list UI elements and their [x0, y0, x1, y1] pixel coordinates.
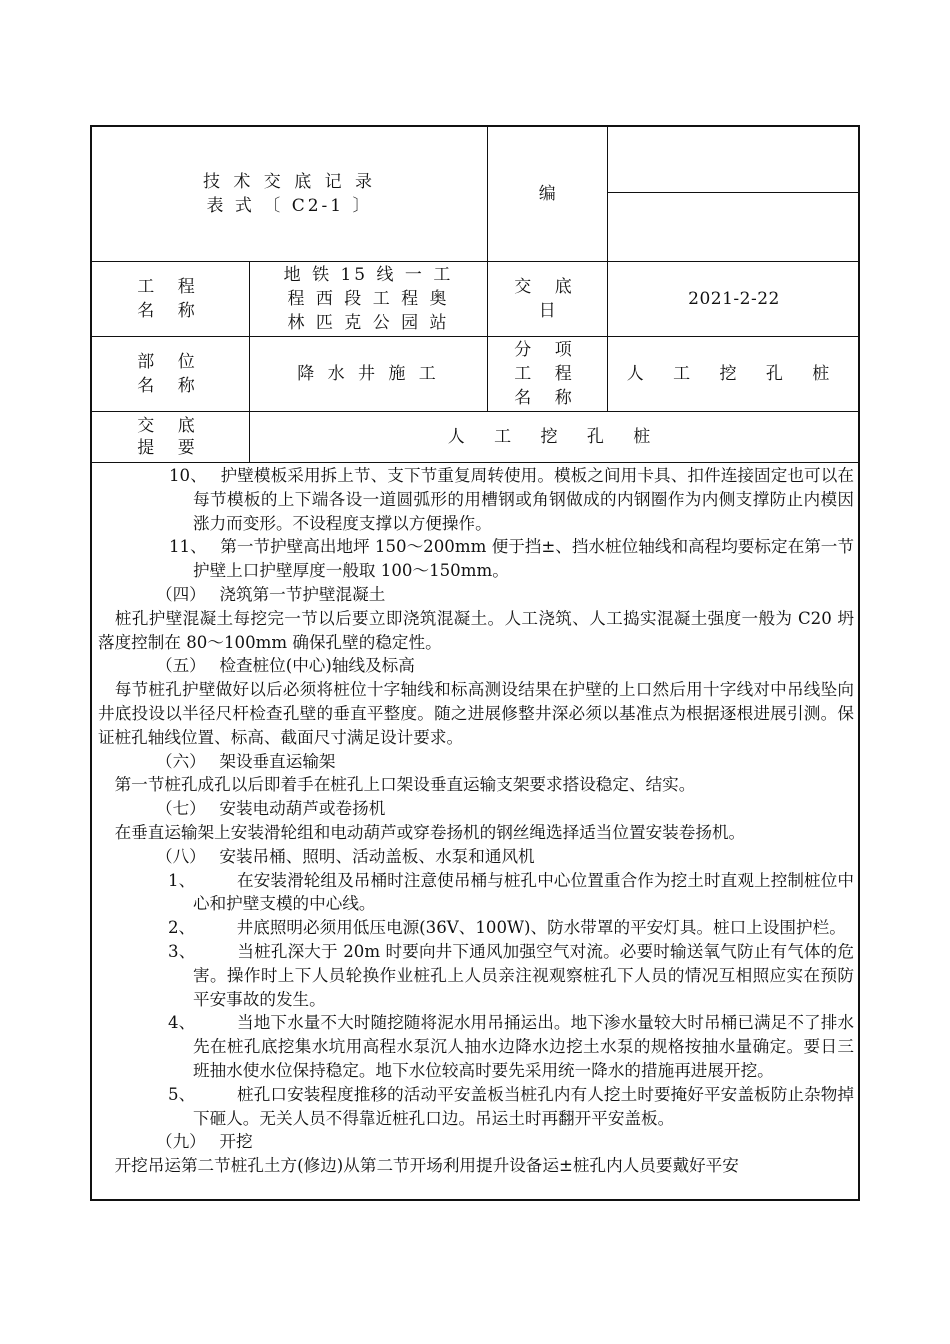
- part-name-label: [92, 337, 249, 411]
- label-line: 交 底: [137, 416, 204, 436]
- project-name-value: [250, 262, 487, 336]
- table-line: [607, 192, 860, 193]
- form-title: [92, 127, 487, 261]
- content-paragraph: 10、 护壁模板采用拆上节、支下节重复周转使用。模板之间用卡具、扣件连接固定也可以在每节模板的上下端各设一道圆弧形的用槽钢或角钢做成的内钢圈作为内侧支撑防止内模因涨力而变形。不设程度支撑以方便操作。: [169, 466, 854, 533]
- code-value-cell: [608, 127, 858, 191]
- project-name-label: [92, 262, 249, 336]
- section-heading: （四） 浇筑第一节护壁混凝土: [156, 584, 386, 604]
- label-line: 提 要: [137, 438, 204, 458]
- label-line: 工 程: [514, 364, 581, 384]
- section-heading: （七） 安装电动葫芦或卷扬机: [156, 799, 386, 819]
- disclosure-content: [98, 464, 854, 1178]
- content-paragraph: 4、 当地下水量不大时随挖随将泥水用吊捅运出。地下渗水量较大时吊桶已满足不了排水先在桩孔底挖集水坑用高程水泵沉人抽水边降水边挖土水泵的规格按抽水量确定。要日三班抽水使水位保持稳定。地下水位较高时要先采用统一降水的措施再进展开挖。: [168, 1013, 854, 1080]
- label-line: 部 位: [137, 352, 204, 372]
- section-heading: （八） 安装吊桶、照明、活动盖板、水泵和通风机: [156, 846, 535, 866]
- value-line: 降 水 井 施 工: [297, 364, 440, 384]
- part-name-value: [250, 337, 487, 411]
- value-line: 林 匹 克 公 园 站: [287, 313, 450, 333]
- value-line: 人 工 挖 孔 桩: [626, 364, 842, 384]
- content-paragraph: 11、 第一节护壁高出地坪 150～200mm 便于挡±、挡水桩位轴线和高程均要标定在第一节护壁上口护壁厚度一般取 100～150mm。: [169, 537, 854, 581]
- form-code-line: 表 式 〔 C2-1 〕: [206, 196, 373, 216]
- label-line: 名 称: [137, 376, 204, 396]
- form-title-line: 技 术 交 底 记 录: [202, 172, 377, 192]
- label-line: 日: [538, 301, 557, 321]
- code-value-cell: [608, 194, 858, 260]
- summary-label: [92, 412, 249, 462]
- content-paragraph: 2、 井底照明必须用低压电源(36V、100W)、防水带罩的平安灯具。桩口上设围护栏。: [168, 918, 846, 938]
- code-label-text: 编: [538, 184, 557, 204]
- content-paragraph: 5、 桩孔口安装程度推移的活动平安盖板当桩孔内有人挖土时要掩好平安盖板防止杂物掉下砸人。无关人员不得靠近桩孔口边。吊运土时再翻开平安盖板。: [168, 1084, 854, 1128]
- subproject-name-label: [488, 337, 607, 411]
- label-line: 名 称: [514, 388, 581, 408]
- content-paragraph: 3、 当桩孔深大于 20m 时要向井下通风加强空气对流。必要时输送氧气防止有气体的危害。操作时上下人员轮换作业桩孔上人员亲注视观察桩孔下人员的情况互相照应实在预防平安事故的发生。: [168, 941, 854, 1009]
- content-paragraph: 1、 在安装滑轮组及吊桶时注意使吊桶与桩孔中心位置重合作为挖土时直观上控制桩位中心和护壁支模的中心线。: [168, 870, 854, 914]
- value-line: 人 工 挖 孔 桩: [447, 427, 663, 447]
- content-paragraph: 在垂直运输架上安装滑轮组和电动葫芦或穿卷扬机的钢丝绳选择适当位置安装卷扬机。: [98, 822, 746, 842]
- label-line: 分 项: [514, 340, 581, 360]
- disclosure-date-label: [488, 262, 607, 336]
- content-paragraph: 第一节桩孔成孔以后即着手在桩孔上口架设垂直运输支架要求搭设稳定、结实。: [98, 775, 696, 795]
- label-line: 名 称: [137, 301, 204, 321]
- content-paragraph: 桩孔护壁混凝土每挖完一节以后要立即浇筑混凝土。人工浇筑、人工捣实混凝土强度一般为 C20 坍落度控制在 80～100mm 确保孔壁的稳定性。: [98, 608, 854, 652]
- label-line: 交 底: [514, 277, 581, 297]
- section-heading: （五） 检查桩位(中心)轴线及标高: [156, 656, 415, 676]
- value-line: 程 西 段 工 程 奥: [287, 289, 450, 309]
- section-heading: （六） 架设垂直运输架: [156, 751, 336, 771]
- value-line: 地 铁 15 线 一 工: [283, 265, 454, 285]
- code-label: [488, 127, 607, 261]
- subproject-name-value: [608, 337, 860, 411]
- table-line: [90, 462, 860, 463]
- label-line: 工 程: [137, 277, 204, 297]
- date-text: 2021-2-22: [688, 289, 780, 309]
- content-paragraph: 开挖吊运第二节桩孔土方(修边)从第二节开场利用提升设备运±桩孔内人员要戴好平安: [98, 1156, 739, 1176]
- section-heading: （九） 开挖: [156, 1132, 253, 1152]
- disclosure-date-value: [608, 262, 860, 336]
- content-paragraph: 每节桩孔护壁做好以后必须将桩位十字轴线和标高测设结果在护壁的上口然后用十字线对中吊线坠向井底投设以半径尺杆检查孔壁的垂直平整度。随之进展修整井深必须以基准点为根据逐根进展引测。保证桩孔轴线位置、标高、截面尺寸满足设计要求。: [98, 680, 854, 747]
- summary-value: [250, 412, 860, 462]
